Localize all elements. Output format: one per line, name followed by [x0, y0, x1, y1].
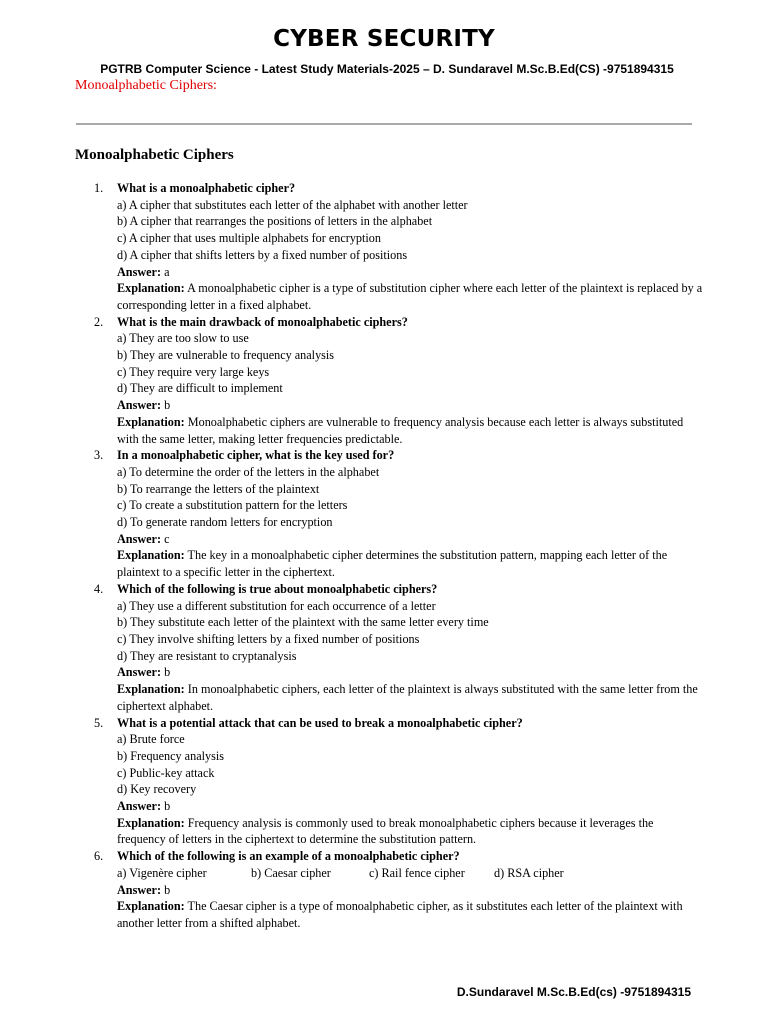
- answer-label: Answer:: [117, 264, 162, 279]
- option-a: a) They are too slow to use: [117, 331, 249, 346]
- option-c: c) They require very large keys: [117, 364, 270, 379]
- explanation-text: Frequency analysis is commonly used to break monoalphabetic ciphers because it leverages the frequency of letters in the ciphertext to determine the substitution pattern.: [117, 815, 654, 847]
- answer-value: b: [161, 665, 171, 680]
- answer-label: Answer:: [117, 799, 162, 814]
- option-a: a) They use a different substitution for each occurrence of a letter: [117, 598, 436, 613]
- document-subtitle: PGTRB Computer Science - Latest Study Materials-2025 – D. Sundaravel M.Sc.B.Ed(CS) -9751894315: [100, 62, 674, 76]
- answer-line: [117, 264, 704, 281]
- answer-line: [117, 664, 704, 681]
- explanation-label: Explanation:: [117, 815, 185, 830]
- question-item: [94, 848, 704, 932]
- option-d: d) They are resistant to cryptanalysis: [117, 648, 297, 663]
- question-number: 3.: [94, 448, 104, 463]
- question-text: In a monoalphabetic cipher, what is the key used for?: [117, 448, 395, 463]
- option-c: c) They involve shifting letters by a fixed number of positions: [117, 631, 420, 646]
- explanation-line: [117, 414, 704, 447]
- option-a: a) To determine the order of the letters in the alphabet: [117, 464, 380, 479]
- explanation-label: Explanation:: [117, 548, 185, 563]
- explanation-line: [117, 815, 704, 848]
- document-title: CYBER SECURITY: [273, 26, 495, 52]
- question-text: Which of the following is true about monoalphabetic ciphers?: [117, 581, 438, 596]
- explanation-label: Explanation:: [117, 414, 185, 429]
- option-b: b) They are vulnerable to frequency analysis: [117, 348, 335, 363]
- explanation-line: [117, 898, 704, 931]
- option-b: b) Caesar cipher: [251, 865, 331, 880]
- question-text: What is a monoalphabetic cipher?: [117, 181, 296, 195]
- question-item: [94, 715, 704, 849]
- option-b: b) Frequency analysis: [117, 748, 224, 763]
- horizontal-divider: [76, 123, 692, 125]
- answer-value: c: [161, 531, 170, 546]
- option-b: b) They substitute each letter of the plaintext with the same letter every time: [117, 615, 489, 630]
- option-d: d) To generate random letters for encryption: [117, 515, 333, 530]
- option-a: a) Vigenère cipher: [117, 865, 207, 880]
- answer-value: b: [161, 398, 171, 413]
- answer-label: Answer:: [117, 882, 162, 897]
- explanation-text: Monoalphabetic ciphers are vulnerable to frequency analysis because each letter is always substituted with the same letter, making letter frequencies predictable.: [117, 414, 684, 446]
- option-d: d) They are difficult to implement: [117, 381, 283, 396]
- question-number: 4.: [94, 581, 104, 596]
- explanation-text: A monoalphabetic cipher is a type of substitution cipher where each letter of the plaintext is replaced by a corresponding letter in a fixed alphabet.: [117, 281, 703, 312]
- question-item: [94, 581, 704, 715]
- explanation-label: Explanation:: [117, 281, 185, 296]
- question-number: 2.: [94, 314, 104, 329]
- page-footer: D.Sundaravel M.Sc.B.Ed(cs) -9751894315: [456, 985, 691, 999]
- question-list: [94, 180, 704, 932]
- explanation-label: Explanation:: [117, 899, 185, 914]
- option-a: a) Brute force: [117, 732, 185, 747]
- inline-options: [117, 865, 704, 882]
- option-b: b) A cipher that rearranges the positions of letters in the alphabet: [117, 214, 433, 229]
- explanation-text: The key in a monoalphabetic cipher determines the substitution pattern, mapping each letter of the plaintext to a specific letter in the ciphertext.: [117, 548, 668, 580]
- answer-line: [117, 798, 704, 815]
- question-item: [94, 180, 704, 314]
- question-text: What is the main drawback of monoalphabetic ciphers?: [117, 314, 408, 329]
- option-c: c) To create a substitution pattern for the letters: [117, 498, 348, 513]
- explanation-line: [117, 681, 704, 714]
- answer-value: a: [161, 264, 170, 279]
- option-c: c) Rail fence cipher: [369, 865, 465, 880]
- explanation-label: Explanation:: [117, 682, 185, 697]
- explanation-line: [117, 280, 704, 313]
- option-d: d) Key recovery: [117, 782, 197, 797]
- question-number: 1.: [94, 181, 104, 195]
- question-text: What is a potential attack that can be used to break a monoalphabetic cipher?: [117, 715, 523, 730]
- answer-line: [117, 882, 704, 899]
- explanation-text: The Caesar cipher is a type of monoalphabetic cipher, as it substitutes each letter of the plaintext with another letter from a shifted alphabet.: [117, 899, 683, 930]
- option-b: b) To rearrange the letters of the plaintext: [117, 481, 320, 496]
- answer-line: [117, 531, 704, 548]
- question-number: 5.: [94, 715, 104, 730]
- question-item: [94, 314, 704, 448]
- option-c: c) A cipher that uses multiple alphabets for encryption: [117, 231, 381, 246]
- question-number: 6.: [94, 849, 104, 864]
- answer-line: [117, 397, 704, 414]
- option-d: d) A cipher that shifts letters by a fixed number of positions: [117, 247, 408, 262]
- question-item: [94, 447, 704, 581]
- answer-label: Answer:: [117, 531, 162, 546]
- explanation-text: In monoalphabetic ciphers, each letter of the plaintext is always substituted with the same letter from the ciphertext alphabet.: [117, 682, 698, 713]
- question-text: Which of the following is an example of a monoalphabetic cipher?: [117, 849, 460, 864]
- explanation-line: [117, 547, 704, 580]
- option-a: a) A cipher that substitutes each letter of the alphabet with another letter: [117, 197, 468, 212]
- answer-label: Answer:: [117, 398, 162, 413]
- answer-value: b: [161, 882, 171, 897]
- answer-value: b: [161, 799, 171, 814]
- option-d: d) RSA cipher: [494, 865, 564, 880]
- section-heading: Monoalphabetic Ciphers: [75, 147, 234, 163]
- option-c: c) Public-key attack: [117, 765, 215, 780]
- answer-label: Answer:: [117, 665, 162, 680]
- topic-label: Monoalphabetic Ciphers:: [75, 78, 217, 93]
